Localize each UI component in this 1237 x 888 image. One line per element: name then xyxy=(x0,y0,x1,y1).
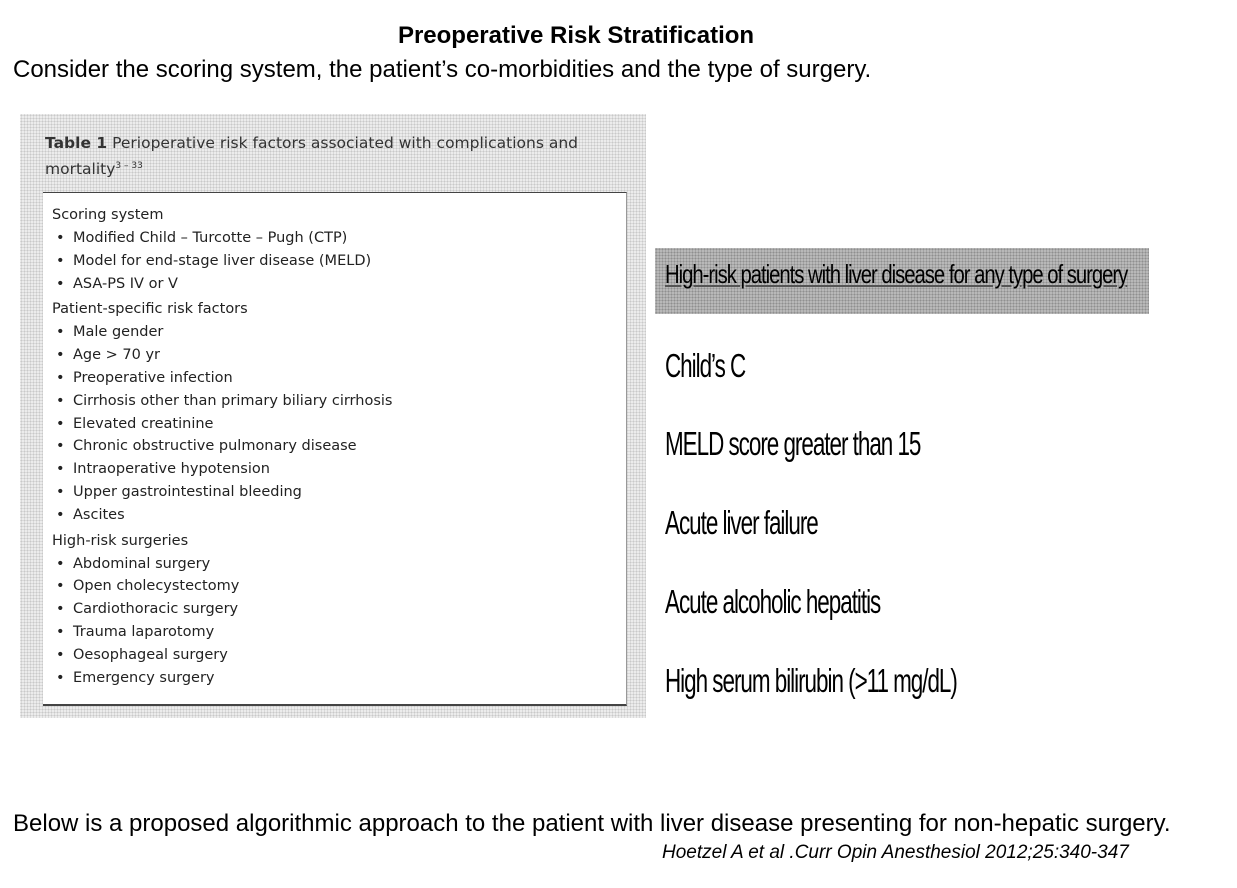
list-item: • Abdominal surgery xyxy=(52,553,392,576)
risk-factors-table-panel xyxy=(20,114,646,718)
risk-item-alcoholic-hepatitis: Acute alcoholic hepatitis xyxy=(665,583,881,620)
table-caption-text: Perioperative risk factors associated with complications and mortality xyxy=(45,134,578,179)
list-item: • Cirrhosis other than primary biliary cirrhosis xyxy=(52,390,392,413)
risk-item-acute-liver-failure: Acute liver failure xyxy=(665,504,818,541)
bullet-icon: • xyxy=(56,461,65,478)
high-risk-header-text: High-risk patients with liver disease for any type of surgery xyxy=(665,259,1128,289)
bullet-icon: • xyxy=(56,483,65,500)
bullet-icon: • xyxy=(56,324,65,341)
risk-item-bilirubin: High serum bilirubin (>11 mg/dL) xyxy=(665,662,957,699)
bullet-icon: • xyxy=(56,275,65,292)
list-item: • Age > 70 yr xyxy=(52,344,392,367)
list-item: • Chronic obstructive pulmonary disease xyxy=(52,435,392,458)
table-content xyxy=(52,201,392,689)
list-item: • Preoperative infection xyxy=(52,367,392,390)
list-item: • Emergency surgery xyxy=(52,667,392,690)
risk-item-childs-c: Child’s C xyxy=(665,347,746,384)
table-caption-label: Table 1 xyxy=(45,134,108,152)
risk-factors-table xyxy=(43,192,627,706)
list-item: • Ascites xyxy=(52,504,392,527)
scoring-system-list xyxy=(52,227,392,295)
bullet-icon: • xyxy=(56,555,65,572)
list-item: • ASA-PS IV or V xyxy=(52,273,392,296)
bullet-icon: • xyxy=(56,669,65,686)
high-risk-header xyxy=(655,248,1149,314)
bullet-icon: • xyxy=(56,578,65,595)
list-item: • Open cholecystectomy xyxy=(52,575,392,598)
page-title: Preoperative Risk Stratification xyxy=(397,22,755,49)
algorithm-intro-text: Below is a proposed algorithmic approach to the patient with liver disease presenting for non-hepatic surgery. xyxy=(13,810,1171,837)
bullet-icon: • xyxy=(56,438,65,455)
bullet-icon: • xyxy=(56,506,65,523)
patient-risk-factors-list xyxy=(52,321,392,526)
page-subtitle: Consider the scoring system, the patient’s co-morbidities and the type of surgery. xyxy=(13,56,872,83)
bullet-icon: • xyxy=(56,252,65,269)
bullet-icon: • xyxy=(56,347,65,364)
list-item: • Male gender xyxy=(52,321,392,344)
table-caption xyxy=(45,132,625,181)
list-item: • Intraoperative hypotension xyxy=(52,458,392,481)
list-item: • Upper gastrointestinal bleeding xyxy=(52,481,392,504)
list-item: • Modified Child – Turcotte – Pugh (CTP) xyxy=(52,227,392,250)
bullet-icon: • xyxy=(56,601,65,618)
list-item: • Model for end-stage liver disease (MELD) xyxy=(52,250,392,273)
high-risk-surgeries-list xyxy=(52,553,392,690)
bullet-icon: • xyxy=(56,392,65,409)
list-item: • Trauma laparotomy xyxy=(52,621,392,644)
bullet-icon: • xyxy=(56,369,65,386)
list-item: • Cardiothoracic surgery xyxy=(52,598,392,621)
section-heading-patient-risk-factors: Patient-specific risk factors xyxy=(52,301,248,318)
bullet-icon: • xyxy=(56,623,65,640)
section-heading-high-risk-surgeries: High-risk surgeries xyxy=(52,532,189,549)
table-caption-refs: 3 – 33 xyxy=(115,161,143,171)
bullet-icon: • xyxy=(56,646,65,663)
bullet-icon: • xyxy=(56,415,65,432)
section-heading-scoring-system: Scoring system xyxy=(52,207,164,223)
citation: Hoetzel A et al .Curr Opin Anesthesiol 2012;25:340-347 xyxy=(662,842,1129,863)
list-item: • Elevated creatinine xyxy=(52,413,392,436)
bullet-icon: • xyxy=(56,230,65,246)
list-item: • Oesophageal surgery xyxy=(52,644,392,667)
risk-item-meld: MELD score greater than 15 xyxy=(665,425,921,462)
